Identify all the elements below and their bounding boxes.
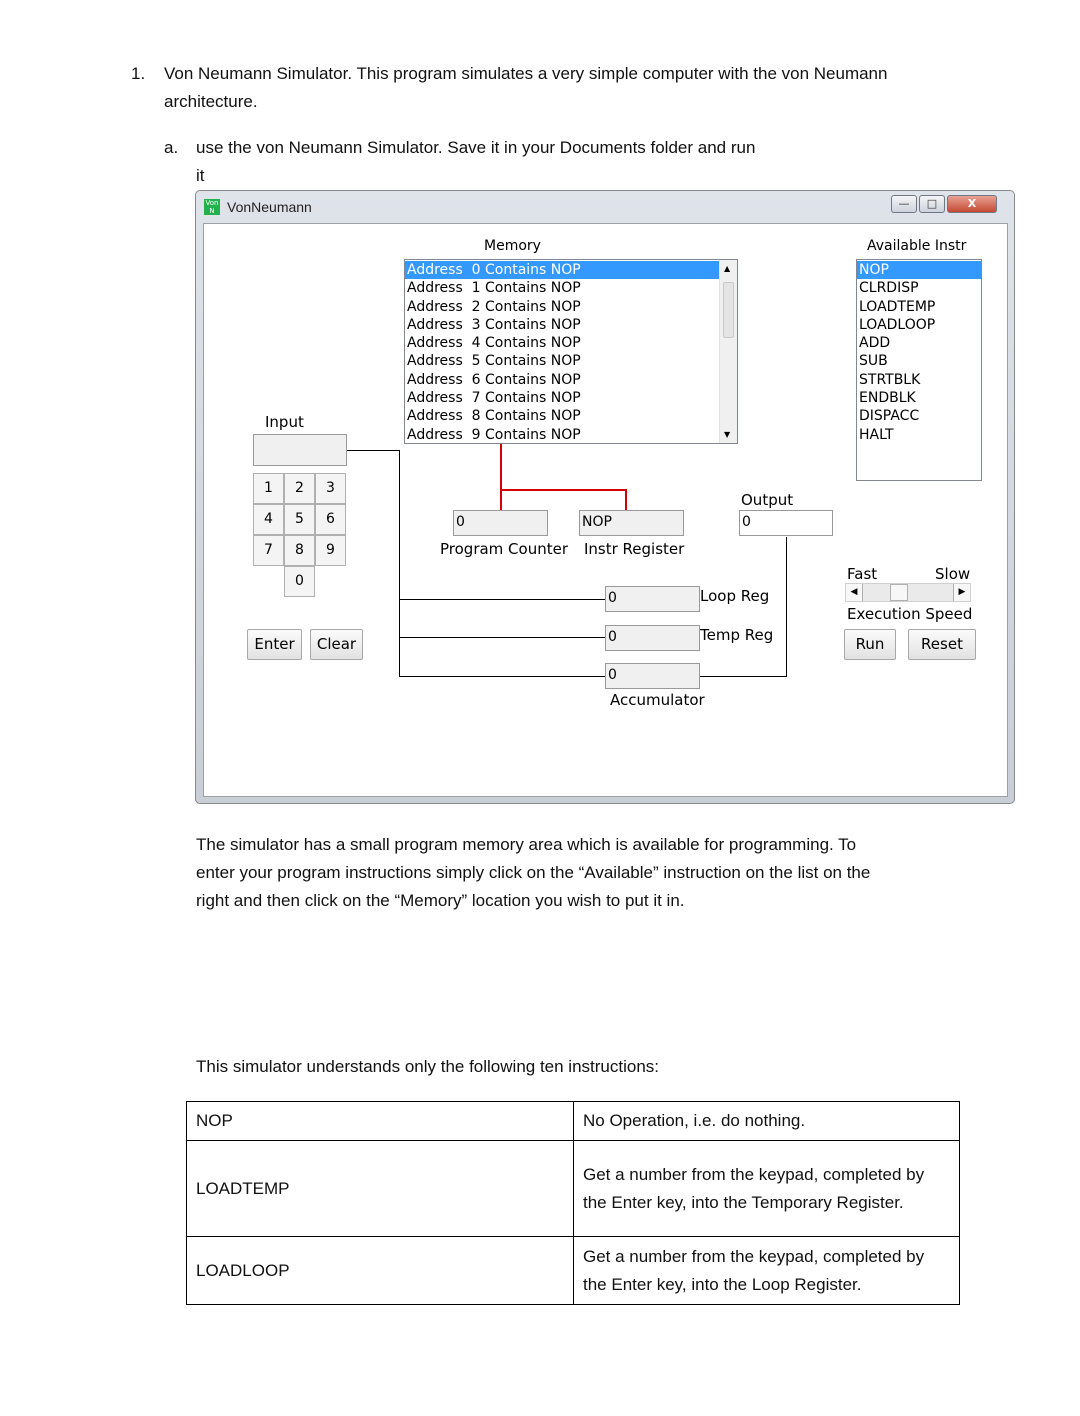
- speed-thumb[interactable]: [890, 584, 908, 601]
- enter-button[interactable]: Enter: [247, 629, 302, 660]
- available-label: Available Instr: [867, 238, 967, 254]
- window-title: VonNeumann: [227, 199, 312, 215]
- clear-button[interactable]: Clear: [310, 629, 363, 660]
- available-instr-item[interactable]: ENDBLK: [859, 390, 916, 407]
- table-cell-instr: NOP: [187, 1102, 574, 1141]
- memory-row[interactable]: Address 9 Contains NOP: [407, 426, 581, 443]
- temp-reg-field: 0: [605, 625, 700, 651]
- para2: This simulator understands only the following ten instructions:: [196, 1057, 660, 1076]
- para1-line2: enter your program instructions simply click on the “Available” instruction on the list on the: [196, 863, 871, 882]
- scroll-down-icon[interactable]: ▼: [724, 430, 731, 439]
- available-instr-item[interactable]: CLRDISP: [859, 280, 919, 297]
- wire-memory-ir: [500, 489, 626, 491]
- instr-register-field: NOP: [579, 510, 684, 536]
- wire-bus-vertical: [399, 450, 400, 677]
- key-1[interactable]: 1: [253, 473, 284, 504]
- memory-list[interactable]: [404, 259, 738, 444]
- speed-scrollbar[interactable]: [845, 583, 971, 602]
- input-field[interactable]: [253, 434, 347, 466]
- para1-line1: The simulator has a small program memory area which is available for programming. To: [196, 835, 857, 854]
- program-counter-label: Program Counter: [440, 540, 568, 558]
- table-cell-instr: LOADLOOP: [187, 1237, 574, 1305]
- wire-input: [347, 450, 400, 451]
- table-cell-desc: No Operation, i.e. do nothing.: [574, 1102, 960, 1141]
- wire-ir-drop: [625, 489, 627, 510]
- available-list[interactable]: [856, 259, 982, 481]
- table-row: [187, 1141, 960, 1237]
- sub-text-line1: use the von Neumann Simulator. Save it in your Documents folder and run: [196, 138, 756, 157]
- key-3[interactable]: 3: [315, 473, 346, 504]
- key-9[interactable]: 9: [315, 535, 346, 566]
- table-row: [187, 1102, 960, 1141]
- wire-memory-pc: [500, 444, 502, 510]
- output-field: 0: [739, 510, 833, 536]
- memory-row[interactable]: Address 2 Contains NOP: [407, 298, 581, 315]
- memory-row[interactable]: Address 1 Contains NOP: [407, 280, 581, 297]
- wire-acc-output: [700, 676, 787, 677]
- table-cell-desc: Get a number from the keypad, completed by the Enter key, into the Loop Register.: [574, 1237, 960, 1305]
- item-number: 1.: [131, 64, 146, 83]
- loop-reg-label: Loop Reg: [700, 587, 770, 605]
- client-area: [203, 223, 1008, 797]
- slow-label: Slow: [935, 565, 971, 583]
- key-2[interactable]: 2: [284, 473, 315, 504]
- input-label: Input: [265, 413, 304, 431]
- table-cell-instr: LOADTEMP: [187, 1141, 574, 1237]
- item-text-line2: architecture.: [164, 92, 258, 111]
- sub-letter: a.: [164, 138, 179, 157]
- available-instr-item[interactable]: STRTBLK: [859, 371, 921, 388]
- app-icon: Von N: [205, 199, 219, 215]
- key-4[interactable]: 4: [253, 504, 284, 535]
- memory-row[interactable]: Address 5 Contains NOP: [407, 353, 581, 370]
- available-instr-item[interactable]: DISPACC: [859, 408, 920, 425]
- wire-loop-reg: [399, 599, 605, 600]
- scroll-up-icon[interactable]: ▲: [724, 264, 731, 273]
- memory-row[interactable]: Address 8 Contains NOP: [407, 408, 581, 425]
- table-row: [187, 1237, 960, 1305]
- speed-left-arrow-icon[interactable]: ◀: [846, 584, 863, 601]
- key-0[interactable]: 0: [284, 566, 315, 597]
- para1-line3: right and then click on the “Memory” location you wish to put it in.: [196, 891, 685, 910]
- scroll-thumb[interactable]: [723, 282, 734, 338]
- key-6[interactable]: 6: [315, 504, 346, 535]
- wire-output-vertical: [786, 537, 787, 677]
- item-text-line1: Von Neumann Simulator. This program simulates a very simple computer with the von Neumann: [164, 64, 888, 83]
- sub-text-line2: it: [196, 166, 205, 185]
- memory-row[interactable]: Address 6 Contains NOP: [407, 371, 581, 388]
- available-instr-item[interactable]: LOADTEMP: [859, 298, 936, 315]
- instruction-table: [186, 1101, 960, 1305]
- table-cell-desc: Get a number from the keypad, completed by the Enter key, into the Temporary Register.: [574, 1141, 960, 1237]
- accumulator-field: 0: [605, 663, 700, 689]
- available-instr-item[interactable]: LOADLOOP: [859, 316, 936, 333]
- available-instr-item[interactable]: SUB: [859, 353, 888, 370]
- memory-row[interactable]: Address 4 Contains NOP: [407, 335, 581, 352]
- key-7[interactable]: 7: [253, 535, 284, 566]
- key-5[interactable]: 5: [284, 504, 315, 535]
- run-button[interactable]: Run: [844, 629, 896, 660]
- available-instr-item[interactable]: ADD: [859, 335, 891, 352]
- output-label: Output: [741, 491, 794, 509]
- wire-temp-reg: [399, 637, 605, 638]
- minimize-button[interactable]: —: [891, 195, 917, 213]
- memory-row[interactable]: Address 0 Contains NOP: [405, 261, 719, 279]
- execution-speed-label: Execution Speed: [847, 605, 973, 623]
- available-instr-item[interactable]: NOP: [857, 261, 981, 279]
- program-counter-field: 0: [453, 510, 548, 536]
- available-instr-item[interactable]: HALT: [859, 426, 894, 443]
- speed-right-arrow-icon[interactable]: ▶: [953, 584, 970, 601]
- memory-row[interactable]: Address 7 Contains NOP: [407, 390, 581, 407]
- memory-label: Memory: [484, 238, 541, 254]
- instr-register-label: Instr Register: [584, 540, 685, 558]
- memory-scrollbar[interactable]: [719, 260, 737, 443]
- loop-reg-field: 0: [605, 586, 700, 612]
- close-button[interactable]: X: [947, 195, 997, 213]
- fast-label: Fast: [847, 565, 878, 583]
- memory-row[interactable]: Address 3 Contains NOP: [407, 316, 581, 333]
- simulator-window: [195, 190, 1015, 804]
- reset-button[interactable]: Reset: [908, 629, 976, 660]
- accumulator-label: Accumulator: [610, 691, 705, 709]
- maximize-button[interactable]: □: [919, 195, 945, 213]
- temp-reg-label: Temp Reg: [700, 626, 774, 644]
- wire-accumulator: [399, 676, 605, 677]
- key-8[interactable]: 8: [284, 535, 315, 566]
